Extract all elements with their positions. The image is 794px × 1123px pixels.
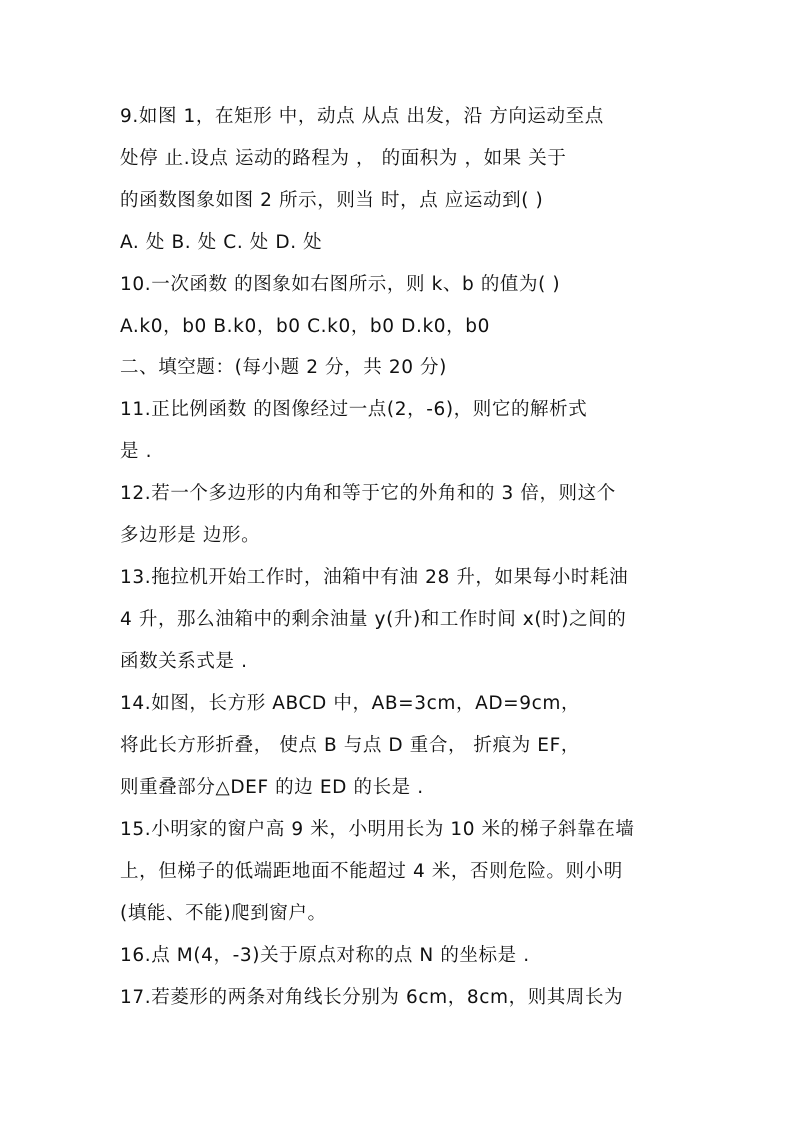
q15-line-1: 15.小明家的窗户高 9 米，小明用长为 10 米的梯子斜靠在墙 <box>120 819 635 840</box>
q9-line-3: 的函数图象如图 2 所示，则当 时，点 应运动到( ) <box>120 190 544 211</box>
q13-line-2: 4 升，那么油箱中的剩余油量 y(升)和工作时间 x(时)之间的 <box>120 609 627 630</box>
q15-line-2: 上，但梯子的低端距地面不能超过 4 米，否则危险。则小明 <box>120 861 623 882</box>
q12-line-2: 多边形是 边形。 <box>120 525 261 546</box>
q17-line: 17.若菱形的两条对角线长分别为 6cm，8cm，则其周长为 <box>120 987 624 1008</box>
q9-line-2: 处停 止.设点 运动的路程为 ， 的面积为 ，如果 关于 <box>120 148 567 169</box>
q9-options: A. 处 B. 处 C. 处 D. 处 <box>120 232 323 253</box>
q9-line-1: 9.如图 1，在矩形 中，动点 从点 出发，沿 方向运动至点 <box>120 106 604 127</box>
section-heading: 二、填空题：(每小题 2 分，共 20 分) <box>120 357 447 378</box>
q11-line-1: 11.正比例函数 的图像经过一点(2，-6)，则它的解析式 <box>120 399 588 420</box>
q10-options: A.k0，b0 B.k0，b0 C.k0，b0 D.k0，b0 <box>120 316 490 337</box>
q13-line-1: 13.拖拉机开始工作时，油箱中有油 28 升，如果每小时耗油 <box>120 567 629 588</box>
q15-line-3: (填能、不能)爬到窗户。 <box>120 903 327 924</box>
q14-line-3: 则重叠部分△DEF 的边 ED 的长是 . <box>120 777 424 798</box>
q16-line: 16.点 M(4，-3)关于原点对称的点 N 的坐标是 . <box>120 945 530 966</box>
q14-line-1: 14.如图，长方形 ABCD 中，AB=3cm，AD=9cm， <box>120 693 581 714</box>
q14-line-2: 将此长方形折叠， 使点 B 与点 D 重合， 折痕为 EF， <box>120 735 580 756</box>
q12-line-1: 12.若一个多边形的内角和等于它的外角和的 3 倍，则这个 <box>120 483 616 504</box>
q11-line-2: 是 . <box>120 441 153 462</box>
q10-line: 10.一次函数 的图象如右图所示，则 k、b 的值为( ) <box>120 274 561 295</box>
q13-line-3: 函数关系式是 . <box>120 651 248 672</box>
